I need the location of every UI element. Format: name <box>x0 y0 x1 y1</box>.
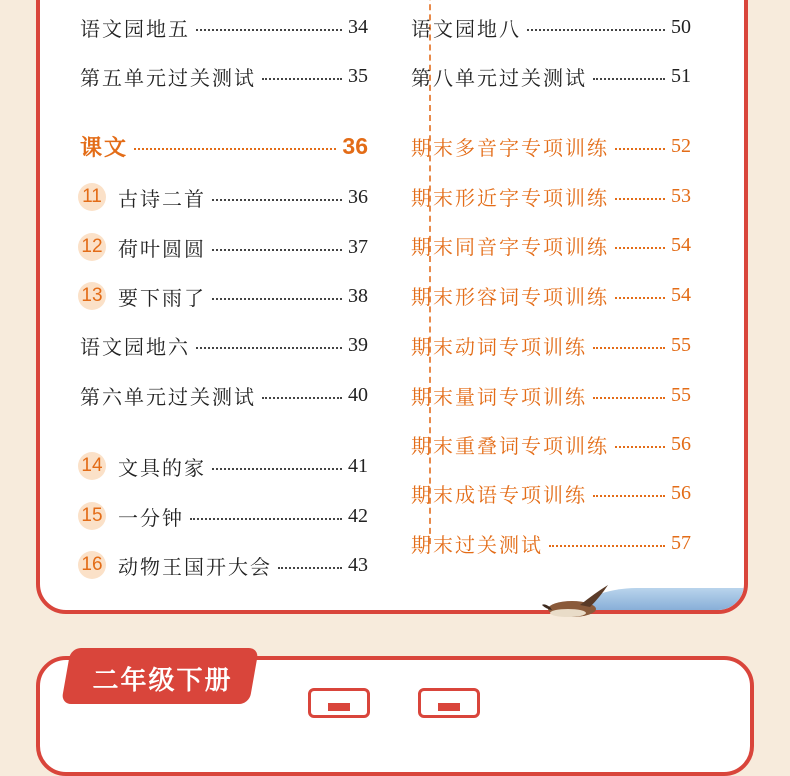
toc-entry[interactable] <box>411 230 691 260</box>
dot-leader <box>593 347 665 349</box>
toc-page-number: 57 <box>671 531 691 554</box>
toc-page-number: 35 <box>348 64 368 87</box>
toc-page-number: 38 <box>348 284 368 307</box>
dot-leader <box>134 148 336 150</box>
toc-entry[interactable] <box>80 550 368 580</box>
toc-entry-title: 期末过关测试 <box>411 532 543 557</box>
lesson-number-badge: 16 <box>78 551 106 579</box>
toc-entry[interactable] <box>80 232 368 262</box>
toc-entry-title: 期末多音字专项训练 <box>411 135 609 160</box>
toc-entry-title: 语文园地八 <box>411 16 521 41</box>
toc-entry[interactable] <box>411 280 691 310</box>
toc-entry-title: 期末同音字专项训练 <box>411 234 609 259</box>
dot-leader <box>212 468 342 470</box>
lesson-number-badge: 15 <box>78 502 106 530</box>
toc-page-number: 54 <box>671 233 691 256</box>
toc-page-number: 39 <box>348 333 368 356</box>
toc-entry-title: 动物王国开大会 <box>118 554 272 579</box>
dot-leader <box>593 78 665 80</box>
unit-tab-icon <box>418 688 480 718</box>
toc-entry[interactable] <box>411 131 691 161</box>
toc-page-number: 54 <box>671 283 691 306</box>
lesson-number-badge: 13 <box>78 282 106 310</box>
toc-page-number: 34 <box>348 15 368 38</box>
toc-entry[interactable] <box>411 429 691 459</box>
lesson-number-badge: 11 <box>78 183 106 211</box>
toc-entry[interactable] <box>80 182 368 212</box>
toc-page-number: 51 <box>671 64 691 87</box>
toc-page-number: 50 <box>671 15 691 38</box>
dot-leader <box>262 397 342 399</box>
toc-page-number: 52 <box>671 134 691 157</box>
toc-entry[interactable] <box>80 380 368 410</box>
toc-page-number: 36 <box>342 132 368 159</box>
toc-page-number: 36 <box>348 185 368 208</box>
toc-entry-title: 期末动词专项训练 <box>411 334 587 359</box>
toc-entry-title: 期末形容词专项训练 <box>411 284 609 309</box>
toc-entry[interactable] <box>411 528 691 558</box>
toc-entry-title: 课文 <box>80 135 129 161</box>
goose-illustration <box>540 583 612 619</box>
toc-entry-title: 荷叶圆圆 <box>118 236 206 261</box>
toc-entry-title: 期末成语专项训练 <box>411 482 587 507</box>
toc-entry-title: 要下雨了 <box>118 285 206 310</box>
toc-entry-title: 期末形近字专项训练 <box>411 185 609 210</box>
toc-page-number: 55 <box>671 333 691 356</box>
toc-entry[interactable] <box>411 61 691 91</box>
dot-leader <box>593 495 665 497</box>
dot-leader <box>615 446 665 448</box>
toc-entry-title: 语文园地五 <box>80 16 190 41</box>
toc-entry-title: 第六单元过关测试 <box>80 384 256 409</box>
dot-leader <box>278 567 342 569</box>
lesson-number-badge: 12 <box>78 233 106 261</box>
toc-page-number: 42 <box>348 504 368 527</box>
dot-leader <box>615 148 665 150</box>
toc-entry[interactable] <box>80 501 368 531</box>
dot-leader <box>212 249 342 251</box>
toc-entry[interactable] <box>411 478 691 508</box>
toc-section-heading[interactable] <box>80 131 368 161</box>
toc-page-number: 55 <box>671 383 691 406</box>
toc-entry-title: 第八单元过关测试 <box>411 65 587 90</box>
toc-entry-title: 期末量词专项训练 <box>411 384 587 409</box>
dot-leader <box>212 298 342 300</box>
toc-page-number: 40 <box>348 383 368 406</box>
toc-entry[interactable] <box>411 181 691 211</box>
toc-page-number: 37 <box>348 235 368 258</box>
toc-page-number: 43 <box>348 553 368 576</box>
unit-tab-icon <box>308 688 370 718</box>
dot-leader <box>196 29 342 31</box>
toc-entry[interactable] <box>411 380 691 410</box>
toc-entry[interactable] <box>80 330 368 360</box>
dot-leader <box>615 297 665 299</box>
toc-entry[interactable] <box>411 12 691 42</box>
toc-page-number: 53 <box>671 184 691 207</box>
dot-leader <box>196 347 342 349</box>
dot-leader <box>262 78 342 80</box>
dot-leader <box>615 198 665 200</box>
dot-leader <box>549 545 665 547</box>
dot-leader <box>527 29 665 31</box>
toc-entry[interactable] <box>80 12 368 42</box>
toc-entry[interactable] <box>80 61 368 91</box>
dot-leader <box>593 397 665 399</box>
toc-page-number: 41 <box>348 454 368 477</box>
toc-page-number: 56 <box>671 481 691 504</box>
toc-entry-title: 语文园地六 <box>80 334 190 359</box>
dot-leader <box>615 247 665 249</box>
toc-page-number: 56 <box>671 432 691 455</box>
toc-entry-title: 古诗二首 <box>118 186 206 211</box>
dot-leader <box>212 199 342 201</box>
toc-entry-title: 第五单元过关测试 <box>80 65 256 90</box>
grade-banner-label: 二年级下册 <box>92 665 233 696</box>
toc-entry[interactable] <box>80 281 368 311</box>
toc-entry-title: 一分钟 <box>118 505 184 530</box>
toc-entry[interactable] <box>80 451 368 481</box>
toc-entry-title: 期末重叠词专项训练 <box>411 433 609 458</box>
toc-entry-title: 文具的家 <box>118 455 206 480</box>
lesson-number-badge: 14 <box>78 452 106 480</box>
dot-leader <box>190 518 342 520</box>
toc-entry[interactable] <box>411 330 691 360</box>
